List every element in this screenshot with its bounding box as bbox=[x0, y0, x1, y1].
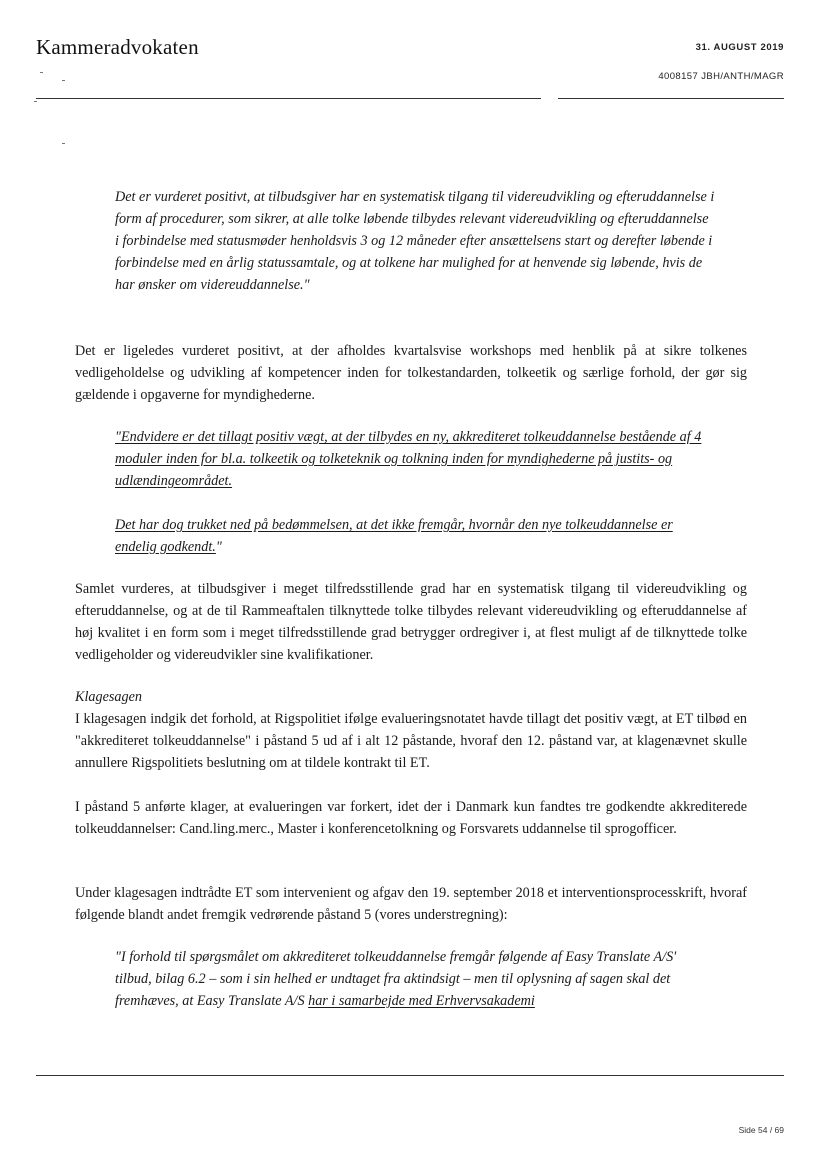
quote-evaluation-2: "Endvidere er det tillagt positiv vægt, at der tilbydes en ny, akkrediteret tolkeuddannelse bestående af 4 moduler inden for bl.a. tolkeetik og tolketeknik og tolkning inden for myndighederne på justits- og udlændingeområdet. bbox=[115, 429, 702, 489]
quote-evaluation-3 bbox=[115, 514, 715, 558]
scan-speck bbox=[62, 143, 65, 144]
paragraph-claim-5: I påstand 5 anførte klager, at evalueringen var forkert, idet der i Danmark kun fandtes tre godkendte akkrediterede tolkeuddannelser: Cand.ling.merc., Master i konferencetolkning og Forsvarets uddannelse til sprogofficer. bbox=[75, 799, 747, 837]
quote-evaluation-3-tail: " bbox=[215, 539, 222, 555]
firm-name: Kammeradvokaten bbox=[36, 35, 199, 59]
page-number: Side 54 / 69 bbox=[738, 1125, 784, 1135]
footer-rule bbox=[36, 1075, 784, 1076]
scan-speck bbox=[62, 80, 65, 81]
quote-intervention bbox=[115, 946, 715, 1012]
section-heading: Klagesagen bbox=[75, 689, 142, 705]
case-reference: 4008157 JBH/ANTH/MAGR bbox=[658, 71, 784, 82]
quote-intervention-underlined: har i samarbejde med Erhvervsakademi bbox=[308, 993, 535, 1009]
quote-evaluation-3-underlined: Det har dog trukket ned på bedømmelsen, at det ikke fremgår, hvornår den nye tolkeuddannelse er endelig godkendt. bbox=[115, 517, 673, 555]
header-rule-left bbox=[36, 98, 541, 99]
header-rule-right bbox=[558, 98, 784, 99]
quote-intervention-text: "I forhold til spørgsmålet om akkrediteret tolkeuddannelse fremgår følgende af Easy Translate A/S' tilbud, bilag 6.2 – som i sin helhed er undtaget fra aktindsigt – men til oplysning af sagen skal det fremhæves, at Easy Translate A/S bbox=[115, 949, 677, 1009]
paragraph-workshops: Det er ligeledes vurderet positivt, at der afholdes kvartalsvise workshops med henblik på at sikre tolkenes vedligeholdelse og udvikling af kompetencer inden for tolkestandarden, tolkeetik og særlige forhold, der gør sig gældende i opgaverne for myndighederne. bbox=[75, 343, 747, 403]
paragraph-intervention: Under klagesagen indtrådte ET som intervenient og afgav den 19. september 2018 et interventionsprocesskrift, hvoraf følgende blandt andet fremgik vedrørende påstand 5 (vores understregning): bbox=[75, 885, 747, 923]
paragraph-summary: Samlet vurderes, at tilbudsgiver i meget tilfredsstillende grad har en systematisk tilgang til videreudvikling og efteruddannelse, og at de til Rammeaftalen tilknyttede tolke tilbydes relevant videreudvikling og efteruddannelse af høj kvalitet i en form som i meget tilfredsstillende grad betrygger ordregiver i, at flest muligt af de tilknyttede tolke vedligeholder og videreudvikler sine kvalifikationer. bbox=[75, 581, 747, 663]
scan-speck bbox=[34, 101, 37, 102]
document-date: 31. AUGUST 2019 bbox=[695, 42, 784, 53]
paragraph-complaint: I klagesagen indgik det forhold, at Rigspolitiet ifølge evalueringsnotatet havde tillagt det positiv vægt, at ET tilbød en "akkrediteret tolkeuddannelse" i påstand 5 ud af i alt 12 påstande, hvoraf den 12. påstand var, at klagenævnet skulle annullere Rigspolitiets beslutning om at tildele kontrakt til ET. bbox=[75, 711, 747, 771]
quote-evaluation-1: Det er vurderet positivt, at tilbudsgiver har en systematisk tilgang til videreudvikling og efteruddannelse i form af procedurer, som sikrer, at alle tolke løbende tilbydes relevant videreudvikling og efteruddannelse i forbindelse med statusmøder henholdsvis 3 og 12 måneder efter ansættelsens start og derefter løbende i forbindelse med en årlig statussamtale, og at tolkene har mulighed for at henvende sig løbende, hvis de har ønsker om videreuddannelse." bbox=[115, 189, 715, 293]
scan-speck bbox=[40, 72, 43, 73]
